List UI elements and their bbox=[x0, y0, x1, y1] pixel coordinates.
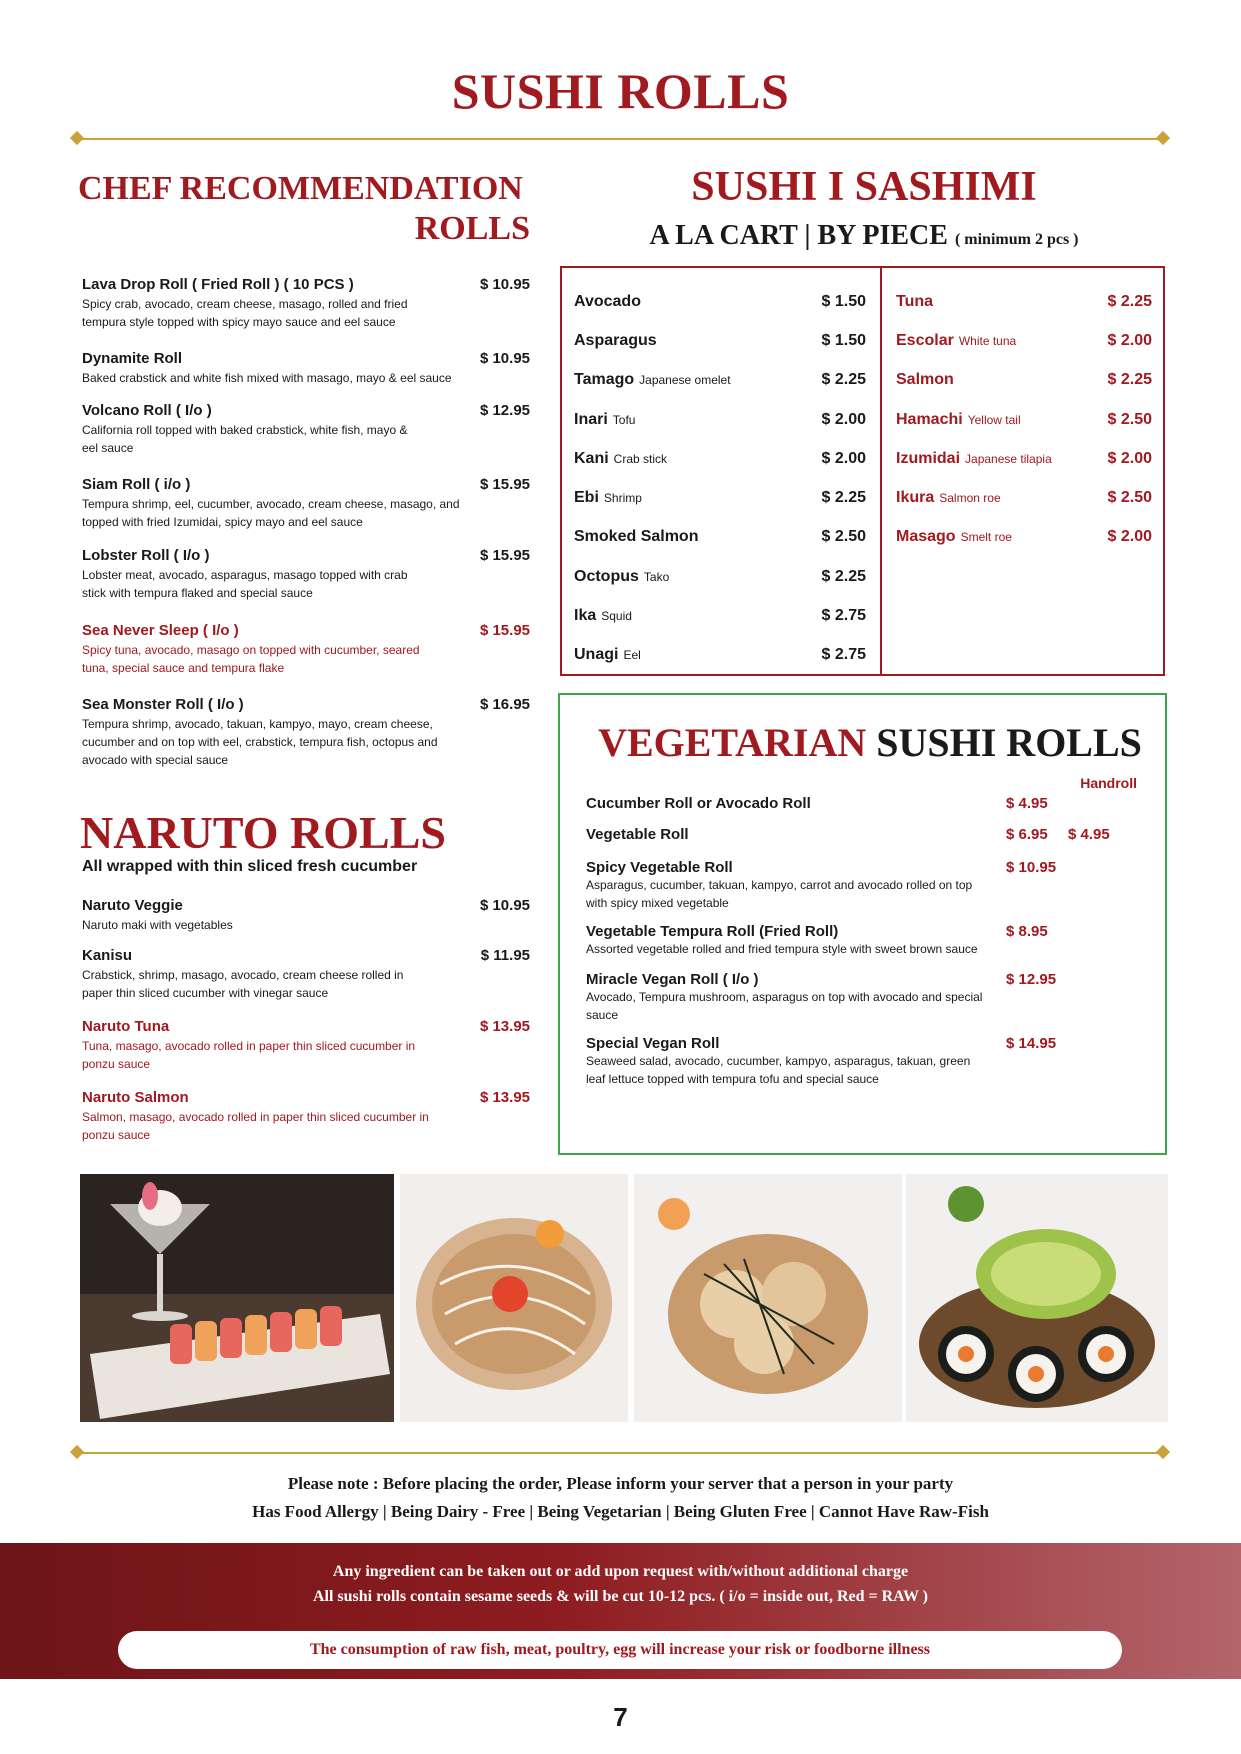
sashimi-item-label bbox=[896, 450, 1052, 468]
menu-item bbox=[82, 622, 530, 677]
sashimi-item-label bbox=[574, 607, 632, 625]
sashimi-row bbox=[574, 557, 866, 596]
sashimi-item-name: Ebi bbox=[574, 489, 599, 507]
item-desc: Assorted vegetable rolled and fried tempura style with sweet brown sauce bbox=[586, 942, 978, 956]
vegetarian-heading-a: VEGETARIAN bbox=[598, 720, 867, 765]
sashimi-item-label bbox=[896, 332, 1016, 350]
roll-photo-1 bbox=[80, 1174, 394, 1422]
sashimi-item-label bbox=[574, 450, 667, 468]
sashimi-item-label bbox=[896, 293, 933, 311]
item-price: $ 13.95 bbox=[479, 1089, 530, 1106]
sashimi-item-note: Tofu bbox=[612, 412, 636, 427]
item-desc: Crabstick, shrimp, masago, avocado, cream cheese rolled in paper thin sliced cucumber with vinegar sauce bbox=[82, 968, 404, 1000]
sashimi-item-label bbox=[574, 371, 731, 389]
sashimi-item-label bbox=[896, 528, 1012, 546]
chef-heading bbox=[78, 170, 530, 248]
veg-menu-item bbox=[586, 1035, 1146, 1088]
sashimi-item-note: Tako bbox=[643, 569, 670, 584]
top-divider bbox=[72, 132, 1168, 146]
menu-item bbox=[82, 276, 530, 331]
sashimi-item-price: $ 2.50 bbox=[1107, 410, 1152, 428]
sashimi-item-label bbox=[574, 528, 698, 546]
menu-item bbox=[82, 350, 530, 387]
item-desc: Salmon, masago, avocado rolled in paper thin sliced cucumber in ponzu sauce bbox=[82, 1110, 429, 1142]
item-name: Spicy Vegetable Roll bbox=[586, 859, 733, 876]
sashimi-item-name: Asparagus bbox=[574, 331, 657, 349]
sashimi-item-note: Shrimp bbox=[603, 491, 642, 506]
roll-photo-3 bbox=[634, 1174, 902, 1422]
sashimi-item-price: $ 2.75 bbox=[821, 607, 866, 625]
menu-item bbox=[82, 947, 530, 1002]
page-title: SUSHI ROLLS bbox=[451, 63, 790, 119]
sashimi-subheading-text: A LA CART | BY PIECE bbox=[649, 220, 948, 251]
sashimi-table bbox=[560, 266, 1165, 676]
sashimi-item-price: $ 2.00 bbox=[821, 410, 866, 428]
item-desc: Seaweed salad, avocado, cucumber, kampyo, asparagus, takuan, green leaf lettuce topped with tempura tofu and special sauce bbox=[586, 1054, 971, 1086]
bottom-divider bbox=[72, 1446, 1168, 1460]
item-price: $ 12.95 bbox=[479, 402, 530, 419]
sashimi-item-note: Eel bbox=[623, 648, 641, 663]
item-name: Vegetable Roll bbox=[586, 826, 689, 843]
sashimi-item-label bbox=[574, 646, 641, 664]
sashimi-row bbox=[574, 361, 866, 400]
item-name: Cucumber Roll or Avocado Roll bbox=[586, 795, 811, 812]
sashimi-row bbox=[896, 478, 1152, 517]
sashimi-item-name: Inari bbox=[574, 410, 608, 428]
handroll-price: $ 4.95 bbox=[1068, 826, 1110, 843]
item-desc: Asparagus, cucumber, takuan, kampyo, carrot and avocado rolled on top with spicy mixed vegetable bbox=[586, 878, 973, 910]
sashimi-row bbox=[574, 282, 866, 321]
sashimi-item-name: Tuna bbox=[896, 292, 934, 310]
sashimi-item-note: Smelt roe bbox=[960, 530, 1012, 545]
menu-item bbox=[82, 476, 530, 531]
item-price: $ 8.95 bbox=[1006, 923, 1048, 940]
veg-menu-item bbox=[586, 826, 1146, 843]
sashimi-item-note: Crab stick bbox=[613, 451, 668, 466]
sashimi-row bbox=[574, 596, 866, 635]
sashimi-item-name: Escolar bbox=[896, 331, 954, 349]
sashimi-item-name: Smoked Salmon bbox=[574, 528, 699, 546]
sashimi-row bbox=[574, 478, 866, 517]
sashimi-item-name: Tamago bbox=[574, 371, 635, 389]
item-price: $ 10.95 bbox=[1006, 859, 1057, 876]
sashimi-item-price: $ 2.00 bbox=[1107, 449, 1152, 467]
item-desc: Naruto maki with vegetables bbox=[82, 918, 233, 932]
sashimi-minimum: ( minimum 2 pcs ) bbox=[954, 231, 1079, 248]
menu-item bbox=[82, 1089, 530, 1144]
menu-item bbox=[82, 402, 530, 457]
sashimi-item-price: $ 2.25 bbox=[1107, 292, 1152, 310]
item-price: $ 4.95 bbox=[1006, 795, 1048, 812]
allergy-note: Please note : Before placing the order, Please inform your server that a person in your party bbox=[287, 1474, 954, 1493]
chef-heading-line1: CHEF RECOMMENDATION bbox=[78, 170, 523, 207]
item-name: Dynamite Roll bbox=[82, 350, 183, 367]
vegetarian-heading-b: SUSHI ROLLS bbox=[876, 720, 1142, 765]
menu-item bbox=[82, 547, 530, 602]
veg-menu-item bbox=[586, 859, 1146, 912]
footer-band bbox=[0, 1543, 1241, 1679]
item-price: $ 13.95 bbox=[479, 1018, 530, 1035]
sashimi-item-price: $ 2.50 bbox=[1107, 489, 1152, 507]
item-price: $ 15.95 bbox=[479, 476, 530, 493]
vegetarian-heading bbox=[590, 719, 1150, 766]
sashimi-row bbox=[896, 321, 1152, 360]
sashimi-row bbox=[574, 439, 866, 478]
sashimi-item-name: Ika bbox=[574, 607, 597, 625]
menu-item bbox=[82, 696, 530, 769]
item-name: Sea Monster Roll ( I/o ) bbox=[82, 696, 244, 713]
item-desc: Tempura shrimp, eel, cucumber, avocado, cream cheese, masago, and topped with fried Izumidai, spicy mayo and eel sauce bbox=[82, 497, 460, 529]
sashimi-item-label bbox=[574, 332, 657, 350]
item-desc: Spicy tuna, avocado, masago on topped with cucumber, seared tuna, special sauce and tempura flake bbox=[82, 643, 420, 675]
sashimi-left-column bbox=[574, 282, 866, 675]
item-desc: Tuna, masago, avocado rolled in paper thin sliced cucumber in ponzu sauce bbox=[82, 1039, 416, 1071]
item-name: Miracle Vegan Roll ( I/o ) bbox=[586, 971, 759, 988]
ingredient-note: Any ingredient can be taken out or add upon request with/without additional charge bbox=[332, 1563, 909, 1580]
allergy-options: Has Food Allergy | Being Dairy - Free | Being Vegetarian | Being Gluten Free | Cannot Have Raw-Fish bbox=[252, 1502, 989, 1521]
menu-item bbox=[82, 1018, 530, 1073]
sashimi-item-label bbox=[574, 411, 635, 429]
page-number: 7 bbox=[613, 1702, 628, 1732]
sashimi-row bbox=[574, 636, 866, 675]
sashimi-heading: SUSHI I SASHIMI bbox=[691, 164, 1037, 210]
sesame-note: All sushi rolls contain sesame seeds & will be cut 10-12 pcs. ( i/o = inside out, Red = RAW ) bbox=[312, 1588, 928, 1605]
sashimi-item-price: $ 2.25 bbox=[821, 489, 866, 507]
sashimi-row bbox=[574, 400, 866, 439]
item-name: Volcano Roll ( I/o ) bbox=[82, 402, 212, 419]
sashimi-item-name: Unagi bbox=[574, 646, 619, 664]
item-price: $ 16.95 bbox=[479, 696, 530, 713]
item-name: Siam Roll ( i/o ) bbox=[82, 476, 191, 493]
naruto-heading: NARUTO ROLLS bbox=[80, 807, 446, 858]
sashimi-item-note: Yellow tail bbox=[967, 412, 1021, 427]
sashimi-item-name: Hamachi bbox=[896, 410, 963, 428]
sashimi-row bbox=[574, 518, 866, 557]
sashimi-item-label bbox=[574, 489, 642, 507]
sashimi-item-note: Squid bbox=[601, 609, 632, 624]
veg-menu-item bbox=[586, 795, 1146, 812]
handroll-label: Handroll bbox=[1080, 775, 1137, 791]
item-price: $ 6.95 bbox=[1006, 826, 1048, 843]
sashimi-row bbox=[896, 518, 1152, 557]
sashimi-item-label bbox=[574, 568, 669, 586]
item-price: $ 14.95 bbox=[1006, 1035, 1057, 1052]
item-desc: Spicy crab, avocado, cream cheese, masago, rolled and fried tempura style topped with spicy mayo sauce and eel sauce bbox=[82, 297, 408, 329]
sashimi-item-price: $ 2.25 bbox=[1107, 371, 1152, 389]
sashimi-item-price: $ 2.00 bbox=[821, 449, 866, 467]
sashimi-item-name: Izumidai bbox=[896, 449, 961, 467]
item-price: $ 15.95 bbox=[479, 547, 530, 564]
item-desc: Avocado, Tempura mushroom, asparagus on top with avocado and special sauce bbox=[586, 990, 983, 1022]
column-divider bbox=[880, 268, 882, 674]
veg-menu-item bbox=[586, 971, 1146, 1024]
sashimi-item-price: $ 2.00 bbox=[1107, 331, 1152, 349]
sashimi-item-note: Salmon roe bbox=[939, 491, 1001, 506]
sashimi-subheading bbox=[560, 220, 1168, 252]
item-name: Lava Drop Roll ( Fried Roll ) ( 10 PCS ) bbox=[82, 276, 354, 293]
raw-food-warning: The consumption of raw fish, meat, poultry, egg will increase your risk or foodborne illness bbox=[118, 1631, 1122, 1669]
sashimi-item-note: White tuna bbox=[958, 333, 1017, 348]
item-desc: Lobster meat, avocado, asparagus, masago topped with crab stick with tempura flaked and special sauce bbox=[82, 568, 408, 600]
item-desc: Baked crabstick and white fish mixed with masago, mayo & eel sauce bbox=[82, 371, 452, 385]
item-price: $ 10.95 bbox=[479, 897, 530, 914]
item-name: Naruto Salmon bbox=[82, 1089, 189, 1106]
sashimi-item-price: $ 2.25 bbox=[821, 371, 866, 389]
sashimi-row bbox=[896, 439, 1152, 478]
sashimi-item-price: $ 2.75 bbox=[821, 646, 866, 664]
sashimi-item-name: Ikura bbox=[896, 489, 935, 507]
sashimi-item-name: Octopus bbox=[574, 567, 639, 585]
sashimi-item-price: $ 1.50 bbox=[821, 292, 866, 310]
roll-photo-2 bbox=[400, 1174, 628, 1422]
sashimi-right-column bbox=[896, 282, 1152, 557]
item-name: Naruto Tuna bbox=[82, 1018, 170, 1035]
item-price: $ 10.95 bbox=[479, 350, 530, 367]
item-name: Vegetable Tempura Roll (Fried Roll) bbox=[586, 923, 839, 940]
sashimi-row bbox=[896, 282, 1152, 321]
sashimi-item-label bbox=[574, 293, 641, 311]
sashimi-item-note: Japanese omelet bbox=[639, 373, 731, 388]
sashimi-item-label bbox=[896, 489, 1001, 507]
sashimi-item-price: $ 1.50 bbox=[821, 331, 866, 349]
sashimi-item-label bbox=[896, 371, 954, 389]
sashimi-item-name: Avocado bbox=[574, 292, 641, 310]
chef-heading-line2: ROLLS bbox=[414, 210, 530, 247]
item-name: Special Vegan Roll bbox=[586, 1035, 720, 1052]
item-desc: Tempura shrimp, avocado, takuan, kampyo, mayo, cream cheese, cucumber and on top with eel, crabstick, tempura fish, octopus and avocado with special sauce bbox=[82, 717, 438, 767]
item-price: $ 11.95 bbox=[480, 947, 530, 964]
sashimi-item-price: $ 2.25 bbox=[821, 567, 866, 585]
item-price: $ 10.95 bbox=[479, 276, 530, 293]
sashimi-item-name: Salmon bbox=[896, 371, 954, 389]
item-name: Sea Never Sleep ( I/o ) bbox=[82, 622, 239, 639]
item-name: Naruto Veggie bbox=[82, 897, 183, 914]
sashimi-item-note: Japanese tilapia bbox=[965, 451, 1052, 466]
vegetarian-box bbox=[558, 693, 1167, 1155]
sashimi-item-name: Kani bbox=[574, 449, 609, 467]
sashimi-item-name: Masago bbox=[896, 528, 956, 546]
sashimi-row bbox=[896, 361, 1152, 400]
veg-menu-item bbox=[586, 923, 1146, 958]
menu-item bbox=[82, 897, 530, 934]
sashimi-row bbox=[574, 321, 866, 360]
sashimi-item-label bbox=[896, 411, 1021, 429]
item-desc: California roll topped with baked crabstick, white fish, mayo & eel sauce bbox=[82, 423, 408, 455]
naruto-subheading: All wrapped with thin sliced fresh cucumber bbox=[82, 858, 418, 875]
roll-photo-4 bbox=[906, 1174, 1168, 1422]
item-name: Lobster Roll ( I/o ) bbox=[82, 547, 210, 564]
sashimi-row bbox=[896, 400, 1152, 439]
item-price: $ 15.95 bbox=[479, 622, 530, 639]
sashimi-item-price: $ 2.50 bbox=[821, 528, 866, 546]
item-name: Kanisu bbox=[82, 947, 133, 964]
sashimi-item-price: $ 2.00 bbox=[1107, 528, 1152, 546]
item-price: $ 12.95 bbox=[1006, 971, 1057, 988]
